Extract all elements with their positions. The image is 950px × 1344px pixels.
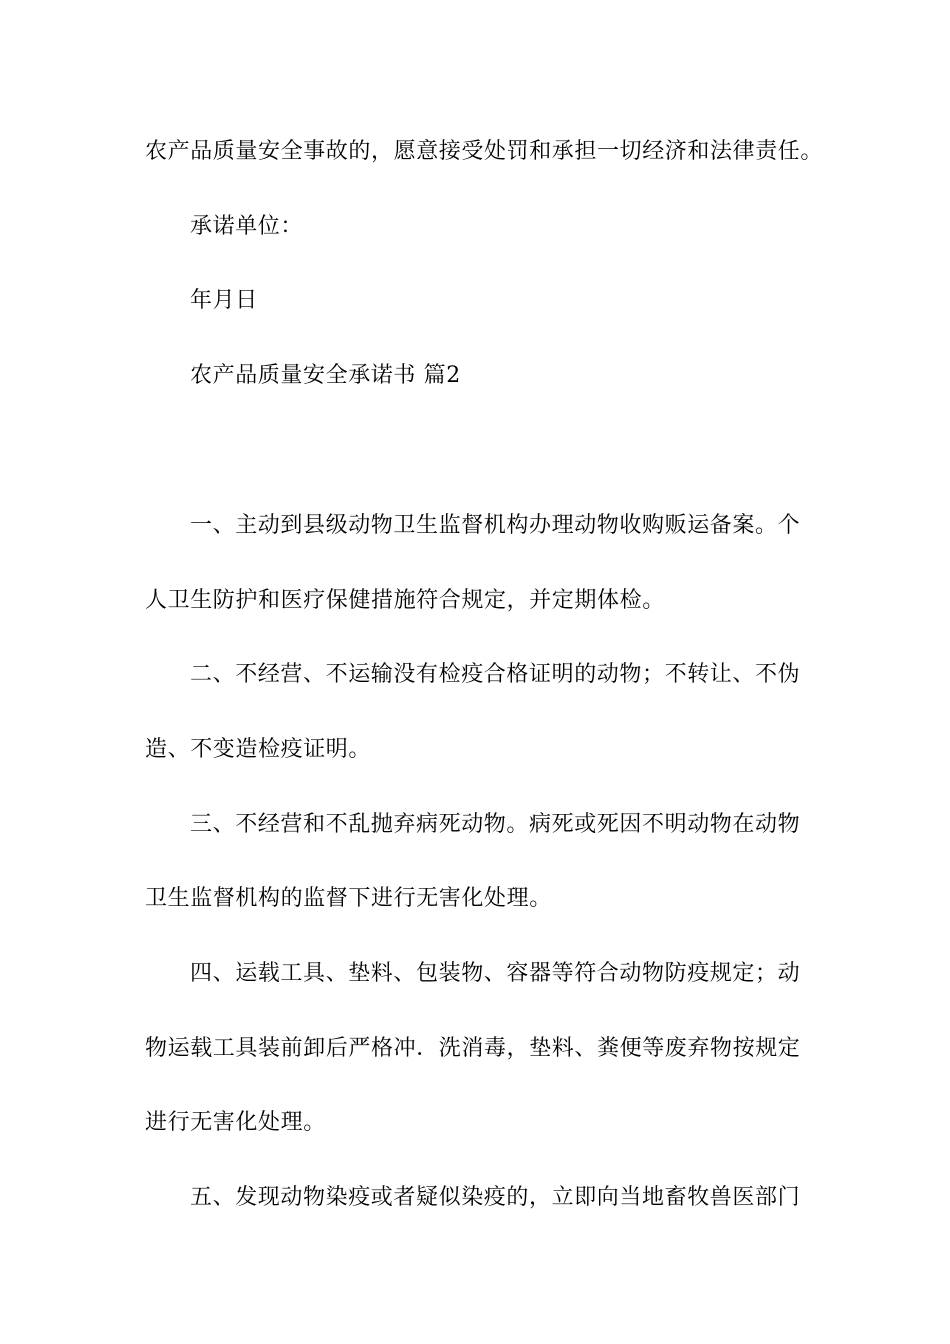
paragraph-line-5: 一、主动到县级动物卫生监督机构办理动物收购贩运备案。个 (190, 513, 801, 538)
paragraph-line-14: 五、发现动物染疫或者疑似染疫的，立即向当地畜牧兽医部门 (190, 1185, 801, 1210)
paragraph-line-12: 物运载工具装前卸后严格冲．洗消毒，垫料、粪便等废弃物按规定 (145, 1036, 801, 1061)
date-label: 年月日 (190, 288, 258, 313)
paragraph-line-9: 三、不经营和不乱抛弃病死动物。病死或死因不明动物在动物 (190, 812, 801, 837)
signature-label: 承诺单位： (190, 214, 304, 239)
paragraph-line-10: 卫生监督机构的监督下进行无害化处理。 (145, 886, 552, 911)
paragraph-line-7: 二、不经营、不运输没有检疫合格证明的动物；不转让、不伪 (190, 662, 801, 687)
paragraph-line-11: 四、运载工具、垫料、包装物、容器等符合动物防疫规定；动 (190, 961, 801, 986)
section-heading: 农产品质量安全承诺书 篇2 (190, 363, 461, 388)
paragraph-line-8: 造、不变造检疫证明。 (145, 737, 372, 762)
paragraph-line-1: 农产品质量安全事故的，愿意接受处罚和承担一切经济和法律责任。 (145, 139, 824, 164)
paragraph-line-6: 人卫生防护和医疗保健措施符合规定，并定期体检。 (145, 588, 665, 613)
paragraph-line-13: 进行无害化处理。 (145, 1110, 326, 1135)
